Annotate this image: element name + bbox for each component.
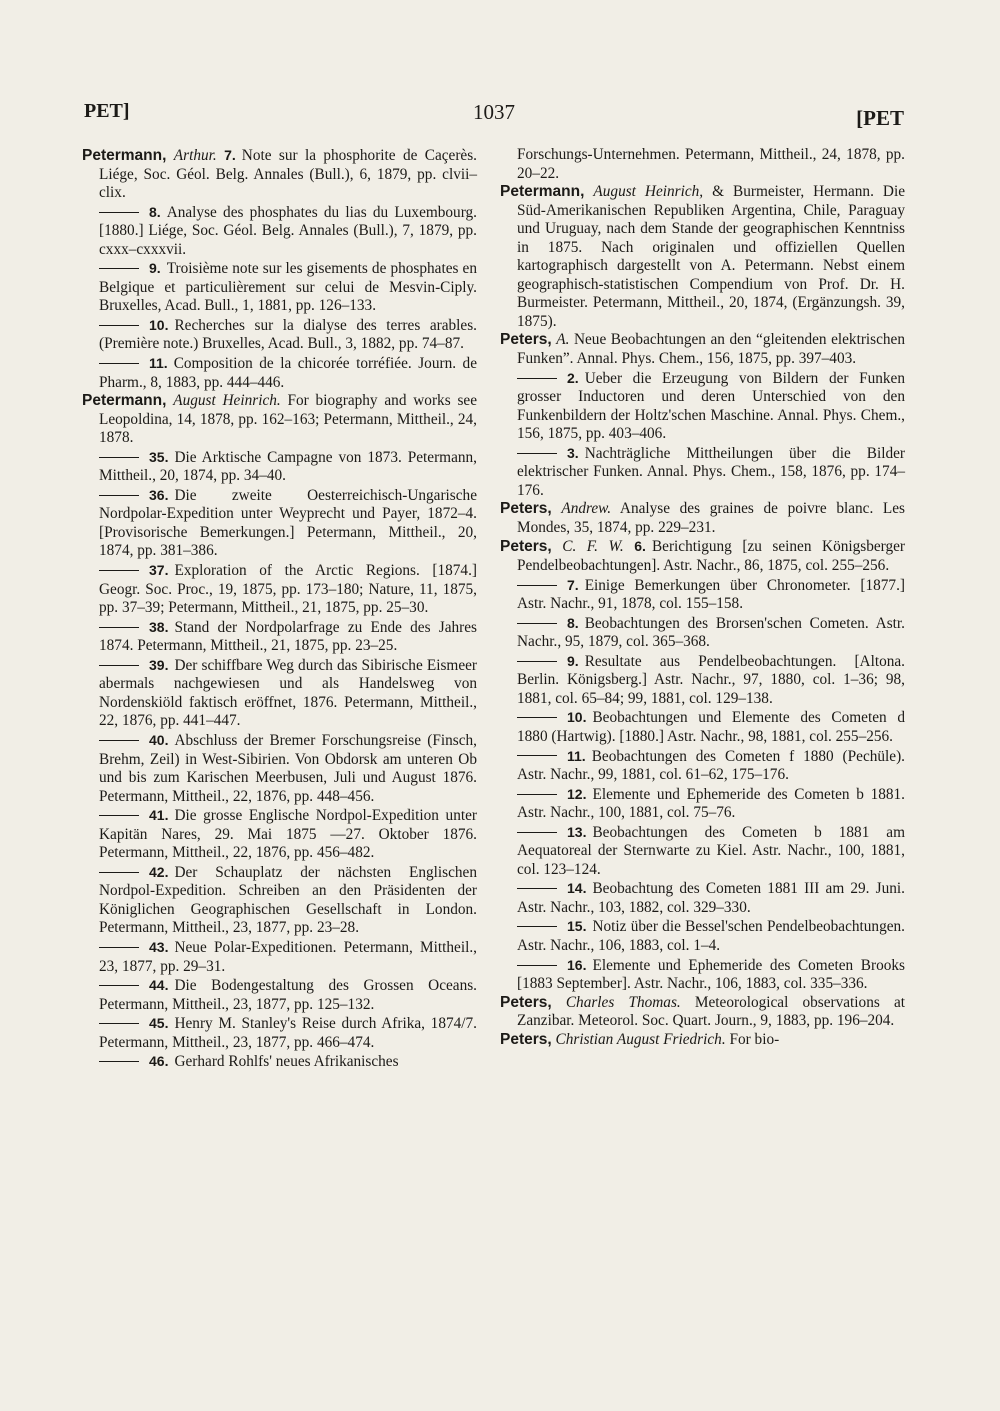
bibliography-subentry [82,1014,477,1052]
author-given-name: Christian August Friedrich. [555,1030,726,1048]
page-number: 1037 [473,100,515,124]
entry-number: 45. [149,1015,169,1032]
entry-text: Henry M. Stanley's Reise durch Afrika, 1874/7. Petermann, Mittheil., 23, 1877, pp. 466–474. [99,1015,477,1051]
bibliography-entry [500,331,905,368]
bibliography-subentry [500,956,905,994]
entry-text: Analyse des phosphates du lias du Luxembourg. [1880.] Liége, Soc. Géol. Belg. Annales (Bull.), 7, 1879, pp. cxxx–cxxxvii. [99,203,477,258]
bibliography-subentry [82,976,477,1014]
bibliography-subentry [500,785,905,823]
entry-text: & Burmeister, Hermann. Die Süd-Amerikanischen Republiken Argentina, Chile, Paraguay und Uruguay, nach dem Stande der geographischen Kenntniss in 1875. Nach originalen und offiziellen Quellen kartographisch dargestellt von A. Petermann. Nebst einem geographisch-statistischen Compendium von Prof. Dr. H. Burmeister. Petermann, Mittheil., 20, 1874, (Ergänzungsh. 39, 1875). [517,183,905,330]
entry-text: Elemente und Ephemeride des Cometen Brooks [1883 September]. Astr. Nachr., 106, 1883, col. 335–336. [517,956,905,993]
ditto-dash [517,965,557,966]
ditto-dash [99,1023,139,1024]
entry-number: 41. [149,807,169,824]
bibliography-subentry [500,652,905,709]
ditto-dash [517,926,557,927]
entry-number: 11. [567,747,586,764]
bibliography-subentry [82,354,477,392]
entry-number: 12. [567,785,587,802]
entry-text: Die zweite Oesterreichisch-Ungarische Nordpolar-Expedition unter Weyprecht und Payer, 1872–4. [Provisorische Bemerkungen.] Petermann, Mittheil., 20, 1874, pp. 381–386. [99,486,477,560]
ditto-dash [517,623,557,624]
entry-text: Beobachtungen des Cometen f 1880 (Pechüle). Astr. Nachr., 99, 1881, col. 61–62, 175–176. [517,747,905,784]
entry-number: 40. [149,731,169,748]
bibliography-subentry [82,656,477,731]
entry-text: Beobachtungen des Brorsen'schen Cometen. Astr. Nachr., 95, 1879, col. 365–368. [517,614,905,651]
entry-number: 11. [149,355,168,372]
bibliography-subentry [82,561,477,618]
author-given-name: C. F. W. [562,538,624,556]
entry-number: 13. [567,823,587,840]
ditto-dash [99,570,139,571]
entry-text: Berichtigung [zu seinen Königsberger Pendelbeobachtungen]. Astr. Nachr., 86, 1875, col. 255–256. [517,538,906,575]
bibliography-subentry [500,747,905,785]
ditto-dash [517,378,557,379]
bibliography-subentry [500,369,905,444]
right-column [500,146,905,1049]
bibliography-entry [500,537,905,575]
header-right-running-head: [PET [856,106,904,130]
left-column [82,146,477,1072]
ditto-dash [99,495,139,496]
author-surname: Peters, [500,993,552,1011]
author-given-name: August Heinrich, [593,183,704,201]
ditto-dash [99,268,139,269]
entry-text: Beobachtung des Cometen 1881 III am 29. Juni. Astr. Nachr., 103, 1882, col. 329–330. [517,880,905,916]
bibliography-subentry [82,806,477,863]
entry-text: Beobachtungen des Cometen b 1881 am Aequatoreal der Sternwarte zu Kiel. Astr. Nachr., 100, 1881, col. 123–124. [517,823,905,878]
ditto-dash [517,832,557,833]
entry-text: For biography and works see Leopoldina, 14, 1878, pp. 162–163; Petermann, Mittheil., 24, 1878. [99,392,477,447]
entry-text: Neue Beobachtungen an den “gleitenden elektrischen Funken”. Annal. Phys. Chem., 156, 1875, pp. 397–403. [517,331,906,368]
entry-number: 9. [567,652,579,669]
entry-number: 39. [149,656,169,673]
entry-number: 38. [149,618,169,635]
entry-number: 35. [149,448,169,465]
ditto-dash [517,585,557,586]
entry-text: Elemente und Ephemeride des Cometen b 1881. Astr. Nachr., 100, 1881, col. 75–76. [517,785,905,822]
author-given-name: Andrew. [561,500,612,518]
entry-text: Nachträgliche Mittheilungen über die Bilder elektrischer Funken. Annal. Phys. Chem., 158, 1876, pp. 174–176. [517,444,905,499]
bibliography-subentry [82,259,477,316]
entry-text: Troisième note sur les gisements de phosphates en Belgique et particulièrement sur celui de Mesvin-Ciply. Bruxelles, Acad. Bull., 1, 1881, pp. 126–133. [99,260,477,315]
entry-text: Der schiffbare Weg durch das Sibirische Eismeer abermals nachgewiesen und als Handelsweg von Nordenskiöld faktisch eröffnet, 1876. Petermann, Mittheil., 22, 1876, pp. 441–447. [99,656,477,730]
ditto-dash [99,212,139,213]
entry-number: 14. [567,880,587,897]
bibliography-subentry [82,618,477,656]
bibliography-subentry [500,444,905,501]
page-header [84,100,904,132]
entry-number: 8. [149,203,161,220]
entry-number: 7. [224,147,236,163]
bibliography-subentry [500,823,905,880]
entry-number: 44. [149,977,169,994]
author-surname: Peters, [500,500,552,518]
ditto-dash [99,947,139,948]
author-surname: Petermann, [500,183,585,201]
ditto-dash [99,627,139,628]
ditto-dash [517,755,557,756]
entry-text: Recherches sur la dialyse des terres arables. (Première note.) Bruxelles, Acad. Bull., 3, 1882, pp. 74–87. [99,316,477,353]
ditto-dash [99,815,139,816]
ditto-dash [99,1061,139,1062]
author-given-name: A. [556,331,570,349]
entry-text: Exploration of the Arctic Regions. [1874.] Geogr. Soc. Proc., 19, 1875, pp. 173–180; Nature, 11, 1875, pp. 37–39; Petermann, Mittheil., 21, 1875, pp. 25–30. [99,562,477,617]
ditto-dash [517,717,557,718]
entry-number: 10. [149,316,169,333]
ditto-dash [99,457,139,458]
ditto-dash [99,325,139,326]
bibliography-subentry [82,938,477,976]
ditto-dash [517,794,557,795]
bibliography-subentry [82,203,477,260]
ditto-dash [517,453,557,454]
entry-number: 15. [567,918,587,935]
bibliography-entry [82,392,477,448]
entry-text: Composition de la chicorée torréfiée. Journ. de Pharm., 8, 1883, pp. 444–446. [99,355,477,391]
author-given-name: August Heinrich. [173,392,281,410]
entry-text: Ueber die Erzeugung von Bildern der Funken grosser Inductoren und deren Unterschied von den Funkenbildern der Holtz'schen Maschine. Annal. Phys. Chem., 156, 1875, pp. 403–406. [517,369,905,443]
bibliography-entry [500,1031,905,1050]
continued-entry [500,146,905,183]
entry-text: Analyse des graines de poivre blanc. Les Mondes, 35, 1874, pp. 229–231. [517,500,906,536]
bibliography-subentry [500,614,905,652]
author-given-name: Charles Thomas. [565,993,681,1011]
entry-text: Forschungs-Unternehmen. Petermann, Mittheil., 24, 1878, pp. 20–22. [517,146,905,182]
author-surname: Peters, [500,1030,552,1048]
bibliography-subentry [82,731,477,806]
entry-number: 46. [149,1053,169,1070]
entry-number: 16. [567,956,587,973]
bibliography-subentry [500,917,905,955]
ditto-dash [99,985,139,986]
author-surname: Petermann, [82,392,167,410]
ditto-dash [517,888,557,889]
entry-number: 37. [149,562,169,579]
ditto-dash [99,872,139,873]
bibliography-subentry [82,448,477,486]
entry-number: 43. [149,938,169,955]
bibliography-subentry [82,1052,477,1072]
entry-text: Abschluss der Bremer Forschungsreise (Finsch, Brehm, Zeil) in West-Sibirien. Von Obdorsk am unteren Ob und bis zum Karischen Meerbusen, Juli und August 1876. Petermann, Mittheil., 22, 1876, pp. 448–456. [99,731,477,805]
bibliography-subentry [500,708,905,746]
bibliography-subentry [82,316,477,354]
entry-number: 7. [567,576,579,593]
entry-text: Beobachtungen und Elemente des Cometen d 1880 (Hartwig). [1880.] Astr. Nachr., 98, 1881, col. 255–256. [517,709,905,745]
header-left-running-head: PET] [84,100,130,122]
author-surname: Petermann, [82,147,167,164]
bibliography-subentry [500,879,905,917]
author-given-name: Arthur. [173,147,217,164]
bibliography-entry [500,994,905,1031]
entry-text: Notiz über die Bessel'schen Pendelbeobachtungen. Astr. Nachr., 106, 1883, col. 1–4. [517,918,905,954]
bibliography-entry [82,146,477,203]
entry-number: 2. [567,369,579,386]
bibliography-entry [500,500,905,537]
bibliography-subentry [500,576,905,614]
entry-text: Die grosse Englische Nordpol-Expedition unter Kapitän Nares, 29. Mai 1875 —27. Oktober 1876. Petermann, Mittheil., 22, 1876, pp. 456–482. [99,807,477,862]
entry-text: Meteorological observations at Zanzibar. Meteorol. Soc. Quart. Journ., 9, 1883, pp. 196–204. [517,993,905,1030]
entry-text: Der Schauplatz der nächsten Englischen Nordpol-Expedition. Schreiben an den Präsidenten der Königlichen Geographischen Gesellschaft in London. Petermann, Mittheil., 23, 1877, pp. 23–28. [99,863,477,937]
entry-number: 3. [567,444,579,461]
entry-number: 42. [149,863,169,880]
entry-text: Neue Polar-Expeditionen. Petermann, Mittheil., 23, 1877, pp. 29–31. [99,938,477,975]
bibliography-subentry [82,486,477,561]
ditto-dash [517,661,557,662]
entry-number: 8. [567,614,579,631]
entry-number: 6. [634,538,646,555]
entry-text: Einige Bemerkungen über Chronometer. [1877.] Astr. Nachr., 91, 1878, col. 155–158. [517,576,905,613]
author-surname: Peters, [500,538,552,556]
entry-number: 9. [149,260,161,277]
bibliography-subentry [82,863,477,938]
entry-text: Gerhard Rohlfs' neues Afrikanisches [174,1053,399,1071]
ditto-dash [99,665,139,666]
entry-text: Die Bodengestaltung des Grossen Oceans. Petermann, Mittheil., 23, 1877, pp. 125–132. [99,977,477,1013]
entry-text: Die Arktische Campagne von 1873. Petermann, Mittheil., 20, 1874, pp. 34–40. [99,448,477,485]
entry-number: 36. [149,486,169,503]
ditto-dash [99,740,139,741]
author-surname: Peters, [500,331,552,349]
bibliography-entry [500,183,905,331]
entry-text: Resultate aus Pendelbeobachtungen. [Altona. Berlin. Königsberg.] Astr. Nachr., 97, 1880, col. 1–36; 98, 1881, col. 65–84; 99, 1881, col. 129–138. [517,652,905,707]
ditto-dash [99,363,139,364]
entry-number: 10. [567,709,587,726]
entry-text: Note sur la phosphorite de Caçerès. Liége, Soc. Géol. Belg. Annales (Bull.), 6, 1879, pp. clvii–clix. [99,147,477,202]
entry-text: Stand der Nordpolarfrage zu Ende des Jahres 1874. Petermann, Mittheil., 21, 1875, pp. 23–25. [99,618,477,655]
entry-text: For bio- [729,1030,780,1048]
